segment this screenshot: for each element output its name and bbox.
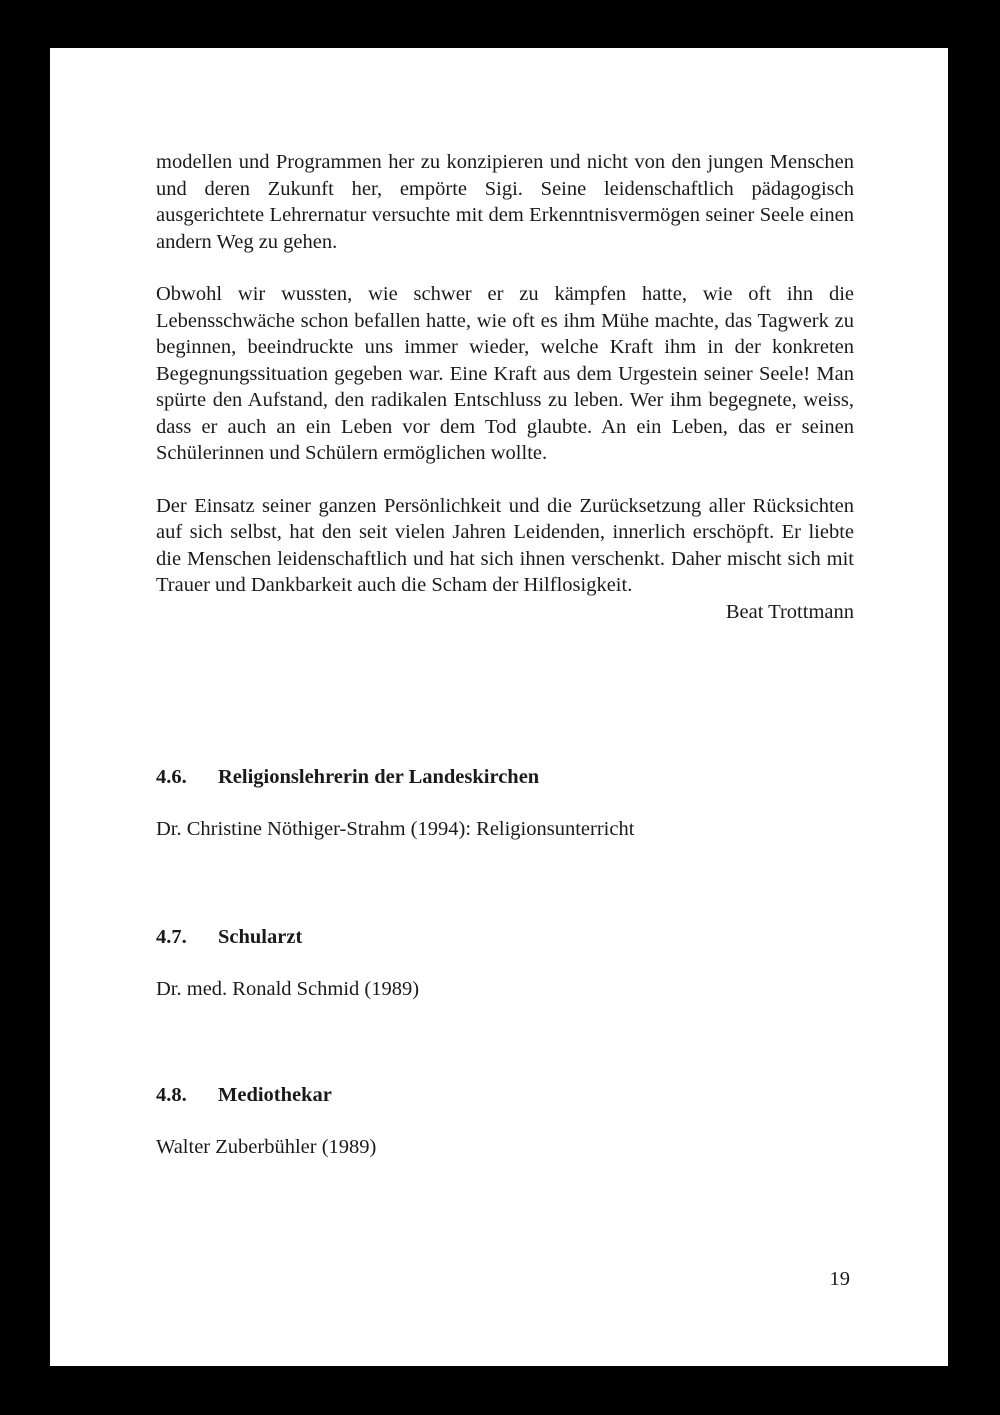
section-body: Walter Zuberbühler (1989) xyxy=(156,1136,377,1158)
section-number: 4.8. xyxy=(156,1084,187,1106)
section-number: 4.7. xyxy=(156,926,187,948)
section-heading xyxy=(156,924,854,950)
section-4-8 xyxy=(156,1082,854,1160)
signature: Beat Trottmann xyxy=(725,600,854,623)
section-body: Dr. Christine Nöthiger-Strahm (1994): Religionsunterricht xyxy=(156,818,635,840)
paragraph-1: modellen und Programmen her zu konzipieren und nicht von den jungen Menschen und deren Zukunft her, empörte Sigi. Seine leidenschaftlich pädagogisch ausgerichtete Lehrernatur versuchte mit dem Erkenntnisvermögen seiner Seele einen andern Weg zu gehen. xyxy=(156,151,854,253)
section-heading xyxy=(156,764,854,790)
section-title: Mediothekar xyxy=(218,1084,332,1106)
paragraph-3: Der Einsatz seiner ganzen Persönlichkeit und die Zurücksetzung aller Rücksichten auf sich selbst, hat den seit vielen Jahren Leidenden, innerlich erschöpft. Er liebte die Menschen leidenschaftlich und hat sich ihnen verschenkt. Daher mischt sich mit Trauer und Dankbarkeit auch die Scham der Hilflosigkeit. xyxy=(156,494,854,596)
paragraph-2: Obwohl wir wussten, wie schwer er zu kämpfen hatte, wie oft ihn die Lebensschwäche schon befallen hatte, wie oft es ihm Mühe machte, das Tagwerk zu beginnen, beeindruckte uns immer wieder, welche Kraft ihm in der konkreten Begegnungssituation gegeben war. Eine Kraft aus dem Urgestein seiner Seele! Man spürte den Aufstand, den radikalen Entschluss zu leben. Wer ihm begegnete, weiss, dass er auch an ein Leben vor dem Tod glaubte. An ein Leben, das er seinen Schülerinnen und Schülern ermöglichen wollte. xyxy=(156,283,854,464)
section-title: Schularzt xyxy=(218,926,303,948)
section-number: 4.6. xyxy=(156,766,187,788)
page-number: 19 xyxy=(829,1268,850,1290)
section-4-7 xyxy=(156,924,854,1002)
body-text xyxy=(156,149,854,625)
document-page xyxy=(50,48,948,1366)
section-title: Religionslehrerin der Landeskirchen xyxy=(218,766,540,788)
section-heading xyxy=(156,1082,854,1108)
section-body: Dr. med. Ronald Schmid (1989) xyxy=(156,978,420,1000)
section-4-6 xyxy=(156,764,854,842)
